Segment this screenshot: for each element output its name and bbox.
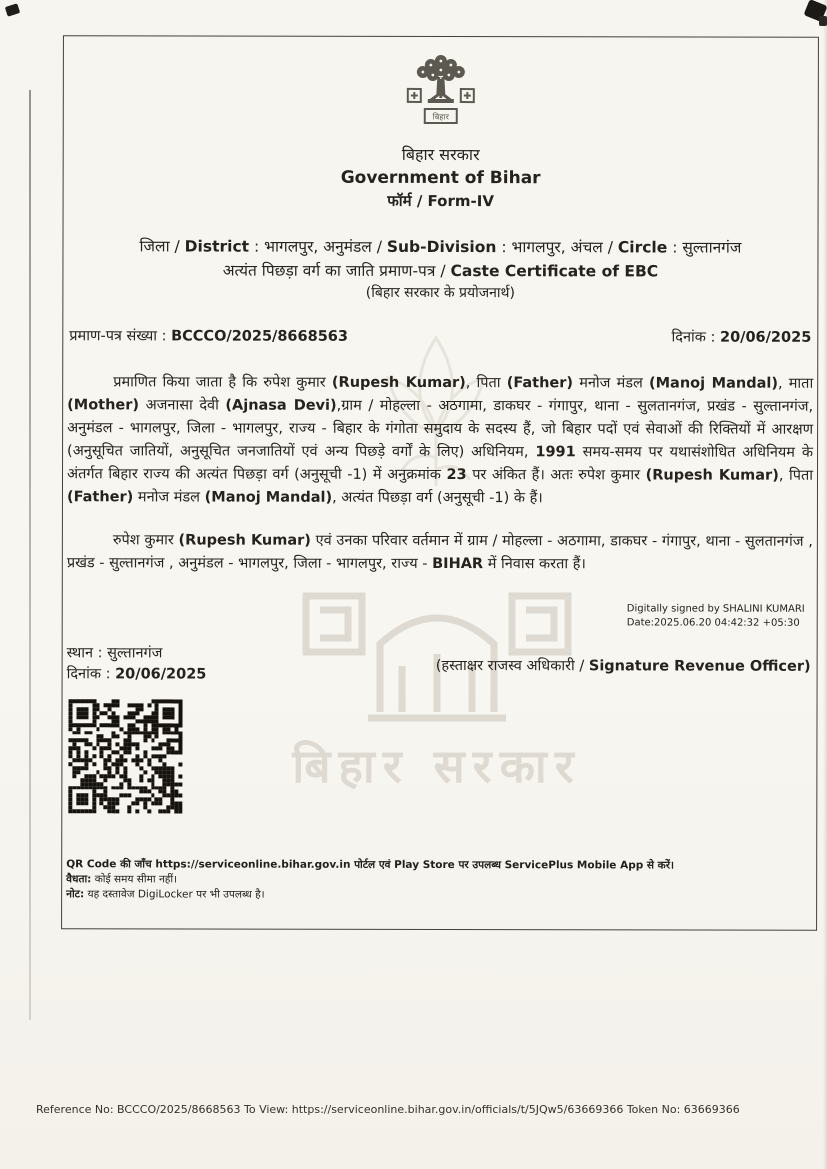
place-line: स्थान : सुल्तानगंज [66, 645, 163, 662]
certificate-title: अत्यंत पिछड़ा वर्ग का जाति प्रमाण-पत्र / Caste Certificate of EBC [222, 261, 659, 281]
watermark-text: बिहार सरकार [292, 739, 582, 793]
emblem-caption: बिहार [432, 112, 449, 122]
qr-verification-note: QR Code की जाँच https://serviceonline.bihar.gov.in पोर्टल एवं Play Store पर उपलब्ध ServicePlus Mobile App से करें। [66, 858, 675, 872]
validity-note: वैधता: कोई समय सीमा नहीं। [66, 873, 178, 886]
purpose-line: (बिहार सरकार के प्रयोजनार्थ) [365, 284, 515, 302]
bihar-emblem [405, 49, 477, 127]
district-subdivision-circle-line: जिला / District : भागलपुर, अनुमंडल / Sub-Division : भागलपुर, अंचल / Circle : सुल्तानगंज [139, 237, 742, 257]
revenue-officer-signature-label: (हस्ताक्षर राजस्व अधिकारी / Signature Revenue Officer) [435, 658, 811, 675]
qr-code [68, 699, 182, 813]
footer-reference-line: Reference No: BCCCO/2025/8668563 To View: https://serviceonline.bihar.gov.in/officials/t/5JQw5/63669366 Token No: 63669366 [36, 1103, 740, 1116]
govt-name-english: Government of Bihar [340, 167, 541, 189]
date-line: दिनांक : 20/06/2025 [66, 666, 207, 683]
issue-date: दिनांक : 20/06/2025 [671, 329, 812, 346]
scan-edge-line [29, 90, 31, 1020]
residence-paragraph: रुपेश कुमार (Rupesh Kumar) एवं उनका परिवार वर्तमान में ग्राम / मोहल्ला - अठगामा, डाकघर - गंगापुर, थाना - सुलतानगंज , प्रखंड - सुल्तानगंज , अनुमंडल - भागलपुर, जिला - भागलपुर, राज्य - BIHAR में निवास करता हैं। [66, 532, 813, 573]
govt-name-hindi: बिहार सरकार [401, 144, 480, 165]
digital-signature-date: Date:2025.06.20 04:42:32 +05:30 [626, 617, 800, 629]
digital-signature-name: Digitally signed by SHALINI KUMARI [626, 603, 805, 615]
certificate-body-paragraph-1: प्रमाणित किया जाता है कि रुपेश कुमार (Rupesh Kumar), पिता (Father) मनोज मंडल (Manoj Mandal), माता (Mother) अजनासा देवी (Ajnasa Devi),ग्राम / मोहल्ला - अठगामा, डाकघर - गंगापुर, थाना - सुलतानगंज, प्रखंड - सुल्तानगंज, अनुमंडल - भागलपुर, जिला - भागलपुर, राज्य - बिहार के गंगोता समुदाय के सदस्य हैं, जो बिहार पदों एवं सेवाओं की रिक्तियों में आरक्षण (अनुसूचित जातियों, अनुसूचित जनजातियों एवं अन्य पिछड़े वर्गों के लिए) अधिनियम, 1991 समय-समय पर यथासंशोधित अधिनियम के अंतर्गत बिहार राज्य की अत्यंत पिछड़ा वर्ग (अनुसूची -1) में अनुक्रमांक 23 पर अंकित हैं। अतः रुपेश कुमार (Rupesh Kumar), पिता (Father) मनोज मंडल (Manoj Mandal), अत्यंत पिछड़ा वर्ग (अनुसूची -1) के हैं। [66, 374, 814, 507]
scan-edge-right-shadow [823, 0, 827, 1169]
certificate-number: प्रमाण-पत्र संख्या : BCCCO/2025/8668563 [69, 328, 348, 345]
digilocker-note: नोट: यह दस्तावेज DigiLocker पर भी उपलब्ध है। [66, 888, 265, 901]
form-number: फॉर्म / Form-IV [387, 191, 494, 211]
scan-artifact-top-right-2 [819, 16, 827, 26]
certificate-border [61, 35, 819, 931]
